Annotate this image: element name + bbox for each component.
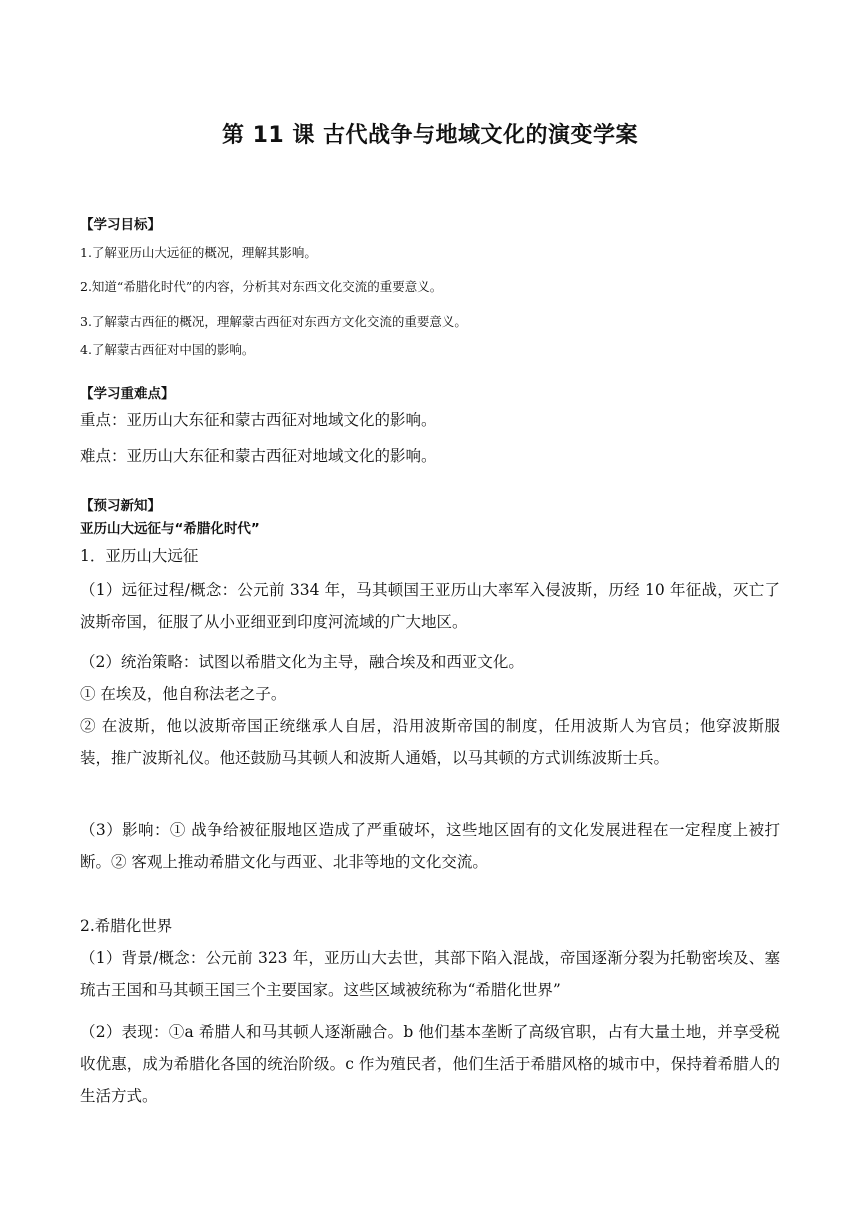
key-points-heading: 【学习重难点】 xyxy=(80,386,175,402)
section-1-paragraph-5: （3）影响：① 战争给被征服地区造成了严重破坏，这些地区固有的文化发展进程在一定程度上被打断。② 客观上推动希腊文化与西亚、北非等地的文化交流。 xyxy=(80,821,780,871)
goal-item-1: 1.了解亚历山大远征的概况，理解其影响。 xyxy=(80,245,317,260)
preview-heading: 【预习新知】 xyxy=(80,498,161,514)
goal-item-4: 4.了解蒙古西征对中国的影响。 xyxy=(80,342,255,357)
preview-subheading: 亚历山大远征与“希腊化时代” xyxy=(80,521,260,537)
goals-heading: 【学习目标】 xyxy=(80,217,161,233)
section-1-paragraph-2: （2）统治策略：试图以希腊文化为主导，融合埃及和西亚文化。 xyxy=(80,653,524,671)
section-2-paragraph-1: （1）背景/概念：公元前 323 年，亚历山大去世，其部下陷入混战，帝国逐渐分裂为托勒密埃及、塞琉古王国和马其顿王国三个主要国家。这些区域被统称为“希腊化世界” xyxy=(80,949,780,999)
section-1-title: 1．亚历山大远征 xyxy=(80,547,199,565)
key-point-focus: 重点：亚历山大东征和蒙古西征对地域文化的影响。 xyxy=(80,411,437,429)
key-point-difficulty: 难点：亚历山大东征和蒙古西征对地域文化的影响。 xyxy=(80,447,437,465)
goal-item-3: 3.了解蒙古西征的概况，理解蒙古西征对东西方文化交流的重要意义。 xyxy=(80,314,467,329)
page-title: 第 11 课 古代战争与地域文化的演变学案 xyxy=(221,123,639,148)
section-2-title: 2.希腊化世界 xyxy=(80,917,173,935)
section-1-paragraph-1: （1）远征过程/概念：公元前 334 年，马其顿国王亚历山大率军入侵波斯，历经 10 年征战，灭亡了波斯帝国，征服了从小亚细亚到印度河流域的广大地区。 xyxy=(80,581,780,631)
goal-item-2: 2.知道“希腊化时代”的内容，分析其对东西文化交流的重要意义。 xyxy=(80,279,443,294)
section-2-paragraph-2: （2）表现：①a 希腊人和马其顿人逐渐融合。b 他们基本垄断了高级官职，占有大量土地，并享受税收优惠，成为希腊化各国的统治阶级。c 作为殖民者，他们生活于希腊风格的城市中，保持着希腊人的生活方式。 xyxy=(80,1023,780,1105)
section-1-paragraph-3: ① 在埃及，他自称法老之子。 xyxy=(80,685,287,703)
section-1-paragraph-4: ② 在波斯，他以波斯帝国正统继承人自居，沿用波斯帝国的制度，任用波斯人为官员；他穿波斯服装，推广波斯礼仪。他还鼓励马其顿人和波斯人通婚，以马其顿的方式训练波斯士兵。 xyxy=(80,717,780,767)
